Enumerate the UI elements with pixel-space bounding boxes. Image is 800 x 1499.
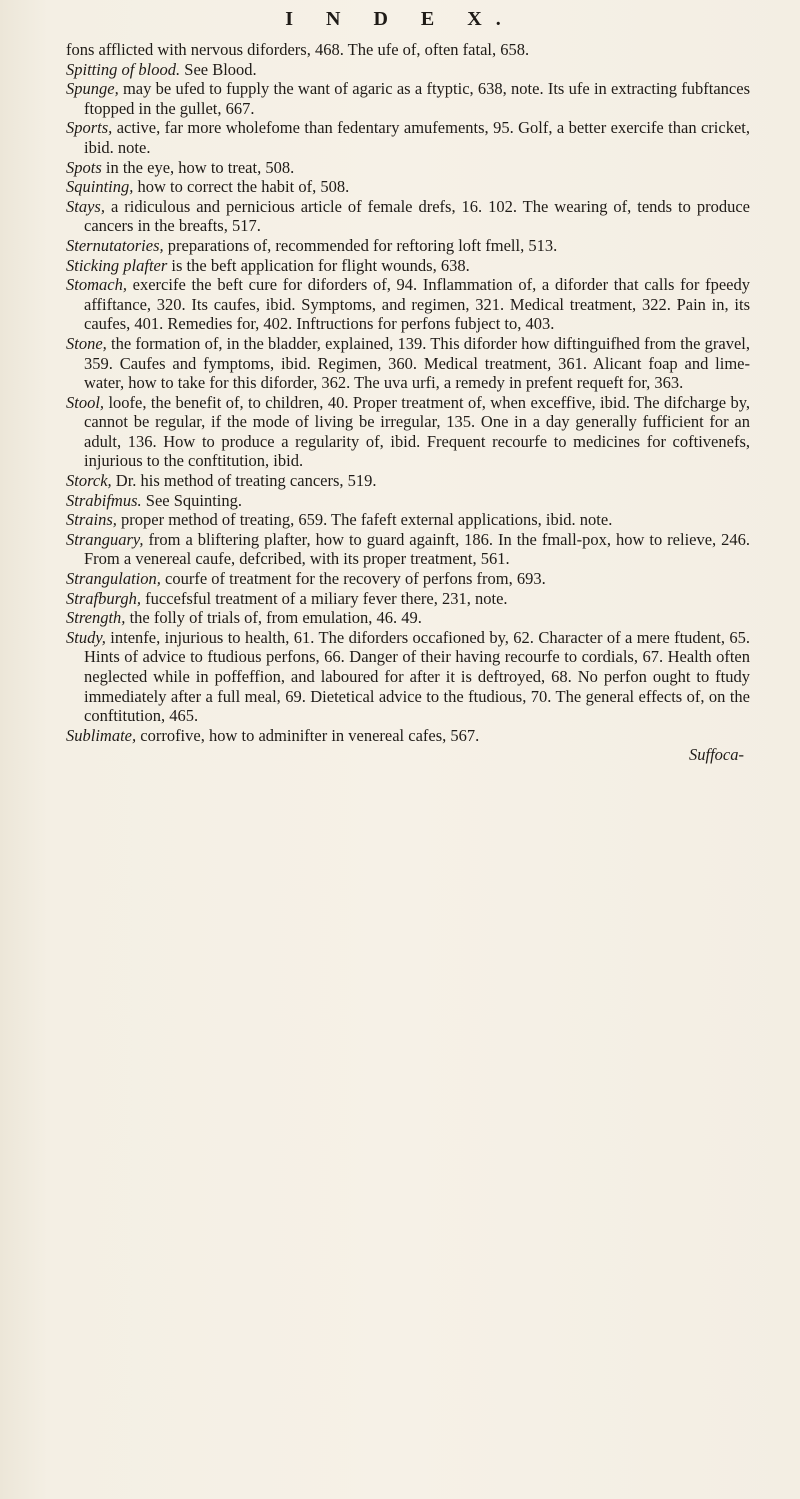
index-entry: Strabifmus. See Squinting.: [66, 490, 243, 510]
index-entry: Strangulation, courfe of treatment for the recovery of perfons from, 693.: [66, 569, 546, 589]
index-entry: Sternutatories, preparations of, recommended for reftoring loft fmell, 513.: [66, 235, 558, 255]
index-entry: Stranguary, from a bliftering plafter, how to guard againft, 186. In the fmall-pox, how to relieve, 246. From a venereal caufe, defcribed, with its proper treatment, 561.: [66, 529, 751, 569]
index-entry: Spunge, may be ufed to fupply the want of agaric as a ftyptic, 638, note. Its ufe in extracting fubftances ftopped in the gullet, 667.: [66, 79, 750, 118]
page-header: I N D E X.: [285, 8, 515, 30]
index-entry: Stone, the formation of, in the bladder, explained, 139. This diforder how diftinguifhed from the gravel, 359. Caufes and fymptoms, ibid. Regimen, 360. Medical treatment, 361. Alicant foap and lime-water, how to take for this diforder, 362. The uva urfi, a remedy in prefent requeft for, 363.: [66, 333, 750, 393]
index-entry: Stays, a ridiculous and pernicious article of female drefs, 16. 102. The wearing of, tends to produce cancers in the breafts, 517.: [66, 196, 751, 236]
index-entry: Strength, the folly of trials of, from emulation, 46. 49.: [66, 608, 422, 628]
index-entry: Study, intenfe, injurious to health, 61. The diforders occafioned by, 62. Character of a mere ftudent, 65. Hints of advice to ftudious perfons, 66. Danger of their having recourfe to cordials, 67. Health often neglected while in poffeffion, and laboured for after it is deftroyed, 68. No perfon ought to ftudy immediately after a full meal, 69. Dietetical advice to the ftudious, 70. The general effects of, on the conftitution, 465.: [66, 627, 750, 726]
index-entry: Spitting of blood. See Blood.: [66, 59, 257, 79]
index-text: [66, 40, 750, 781]
index-entry: Squinting, how to correct the habit of, 508.: [66, 177, 350, 197]
index-entry: Sports, active, far more wholefome than fedentary amufements, 95. Golf, a better exercife than cricket, ibid. note.: [66, 118, 750, 157]
index-entry: Stomach, exercife the beft cure for diforders of, 94. Inflammation of, a diforder that calls for fpeedy affiftance, 320. Its caufes, ibid. Symptoms, and regimen, 321. Medical treatment, 322. Pain in, its caufes, 401. Remedies for, 402. Inftructions for perfons fubject to, 403.: [66, 275, 750, 334]
index-entry: Stool, loofe, the benefit of, to children, 40. Proper treatment of, when exceffive, ibid. The difcharge by, cannot be regular, if the mode of living be irregular, 135. One in a day generally fufficient for an adult, 136. How to produce a regularity of, ibid. Frequent recourfe to medicines for coftivenefs, injurious to the conftitution, ibid.: [66, 392, 750, 471]
catchword: Suffoca-: [689, 745, 744, 765]
index-entry: Sticking plafter is the beft application for flight wounds, 638.: [66, 255, 470, 275]
index-entry: fons afflicted with nervous diforders, 468. The ufe of, often fatal, 658.: [66, 40, 530, 59]
index-entry: Spots in the eye, how to treat, 508.: [66, 157, 295, 177]
index-entry: Storck, Dr. his method of treating cancers, 519.: [66, 471, 377, 491]
index-entry: Strains, proper method of treating, 659. The fafeft external applications, ibid. note.: [66, 510, 613, 530]
index-entry: Sublimate, corrofive, how to adminifter in venereal cafes, 567.: [66, 725, 480, 745]
index-entry: Strafburgh, fuccefsful treatment of a miliary fever there, 231, note.: [66, 588, 508, 608]
